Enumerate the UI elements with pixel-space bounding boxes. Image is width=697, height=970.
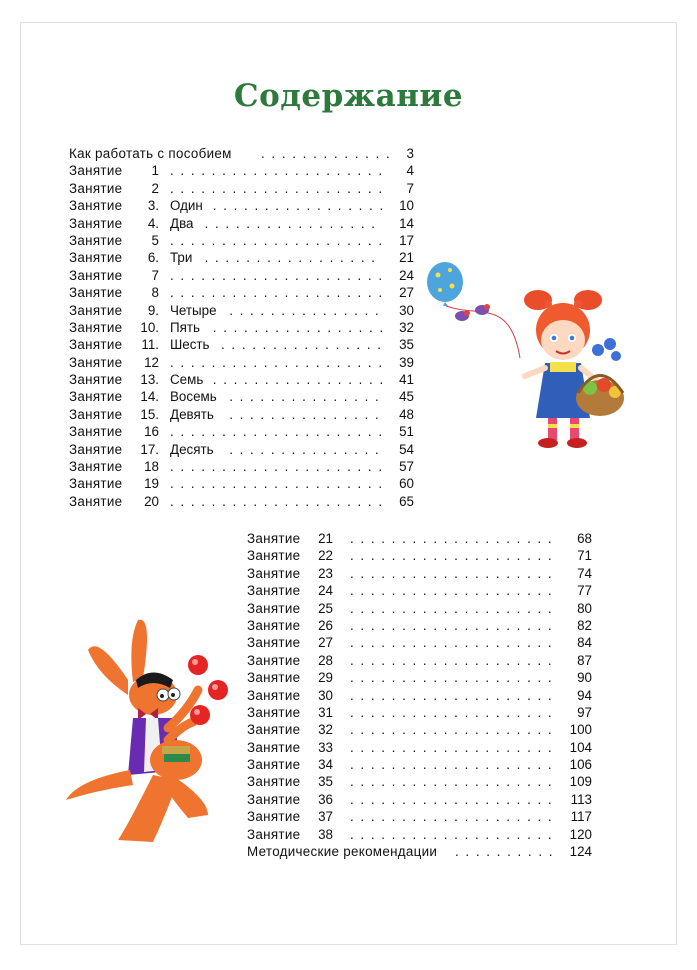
dot-leader: . . . . . . . . . .: [455, 844, 553, 860]
toc-entry[interactable]: [247, 687, 592, 704]
toc-entry-number: 29: [318, 670, 333, 686]
dot-leader: . . . . . . . . . . . . . . . . . . . . .: [170, 476, 383, 492]
toc-entry-page: 30: [399, 302, 414, 318]
toc-entry-number: 13.: [140, 372, 159, 388]
toc-entry-page: 51: [399, 424, 414, 440]
toc-entry-label: Занятие: [69, 424, 123, 440]
dot-leader: . . . . . . . . . . . . . . .: [229, 389, 379, 405]
toc-entry-number: 5: [151, 232, 159, 248]
dot-leader: . . . . . . . . . . . . . . . . . . . . .: [170, 180, 383, 196]
toc-entry-number: 4.: [147, 215, 159, 231]
toc-entry-page: 3: [406, 146, 414, 161]
toc-part-1: [69, 145, 414, 510]
toc-entry[interactable]: [69, 162, 414, 179]
toc-entry-label: Методические рекомендации: [247, 844, 438, 860]
toc-entry-label: Занятие: [69, 250, 123, 266]
toc-part-2: [247, 530, 592, 860]
toc-entry-page: 32: [399, 319, 414, 335]
dot-leader: . . . . . . . . . . . . . . . . .: [212, 372, 384, 388]
toc-entry[interactable]: [69, 493, 414, 510]
toc-entry-page: 14: [399, 215, 414, 231]
toc-entry[interactable]: [69, 232, 414, 249]
dot-leader: . . . . . . . . . . . . . . . . . . . .: [350, 774, 552, 790]
toc-entry-page: 24: [399, 267, 414, 283]
toc-entry-number: 19: [144, 476, 159, 492]
toc-entry-number: 36: [318, 791, 333, 807]
toc-entry-page: 106: [569, 757, 592, 773]
toc-entry-topic: Четыре: [170, 302, 217, 318]
toc-entry[interactable]: [69, 180, 414, 197]
toc-entry[interactable]: [247, 826, 592, 843]
toc-entry-page: 117: [570, 809, 592, 825]
toc-entry-topic: Девять: [170, 406, 214, 422]
toc-entry-page: 100: [569, 722, 592, 738]
toc-entry-number: 1: [151, 163, 159, 179]
toc-entry-label: Занятие: [247, 687, 301, 703]
dot-leader: . . . . . . . . . . . . . . . . . . . . .: [170, 424, 383, 440]
toc-entry[interactable]: [69, 302, 414, 319]
dot-leader: . . . . . . . . . . . . . . . . . . . . .: [170, 232, 383, 248]
dot-leader: . . . . . . . . . . . . . . . . . . . .: [350, 600, 552, 616]
toc-entry-page: 17: [399, 232, 414, 248]
toc-entry-label: Занятие: [69, 285, 123, 301]
toc-entry-label: Занятие: [69, 372, 123, 388]
dot-leader: . . . . . . . . . . . . . . . . . . . .: [350, 670, 552, 686]
toc-entry-page: 113: [570, 791, 592, 807]
dot-leader: . . . . . . . . . . . . . . . . . . . . .: [170, 459, 383, 475]
toc-entry[interactable]: [69, 284, 414, 301]
dot-leader: . . . . . . . . . . . . . . . . . . . .: [350, 548, 552, 564]
toc-entry[interactable]: [247, 565, 592, 582]
toc-entry-number: 8: [151, 285, 159, 301]
toc-entry-number: 37: [318, 809, 333, 825]
toc-entry[interactable]: [247, 721, 592, 738]
toc-entry-label: Занятие: [247, 583, 301, 599]
toc-entry-number: 28: [318, 652, 333, 668]
toc-entry-topic: Три: [170, 250, 193, 266]
toc-entry-label: Занятие: [247, 617, 301, 633]
toc-entry-number: 16: [144, 424, 159, 440]
toc-entry-number: 32: [318, 722, 333, 738]
toc-entry[interactable]: [69, 406, 414, 423]
toc-entry-topic: Восемь: [170, 389, 217, 405]
toc-entry-label: Занятие: [247, 531, 301, 546]
toc-entry-number: 26: [318, 617, 333, 633]
toc-entry-number: 20: [144, 493, 159, 509]
toc-entry-topic: Десять: [170, 441, 214, 457]
toc-entry-label: Занятие: [69, 476, 123, 492]
dot-leader: . . . . . . . . . . . . . . . . .: [212, 198, 384, 214]
dot-leader: . . . . . . . . . . . . . . . . .: [204, 215, 375, 231]
toc-entry-page: 7: [406, 180, 414, 196]
toc-entry-label: Занятие: [247, 809, 301, 825]
toc-entry[interactable]: [247, 791, 592, 808]
toc-entry-label: Как работать с пособием: [69, 146, 232, 161]
toc-entry-page: 104: [569, 739, 592, 755]
toc-entry-label: Занятие: [247, 548, 301, 564]
toc-entry-page: 87: [577, 652, 592, 668]
toc-entry-label: Занятие: [69, 441, 123, 457]
toc-entry-topic: Пять: [170, 319, 200, 335]
toc-entry-label: Занятие: [247, 635, 301, 651]
toc-entry-label: Занятие: [69, 319, 123, 335]
toc-entry-number: 7: [151, 267, 159, 283]
toc-entry-page: 65: [399, 493, 414, 509]
toc-entry[interactable]: [69, 458, 414, 475]
toc-entry-label: Занятие: [69, 198, 123, 214]
dot-leader: . . . . . . . . . . . . . . . . . . . .: [350, 583, 552, 599]
toc-entry-label: Занятие: [69, 180, 123, 196]
dot-leader: . . . . . . . . . . . . . . . . . . . . .: [170, 285, 383, 301]
toc-entry[interactable]: [69, 475, 414, 492]
toc-entry-page: 48: [399, 406, 414, 422]
dot-leader: . . . . . . . . . . . . . . .: [229, 441, 379, 457]
dot-leader: . . . . . . . . . . . . . . . . . . . . .: [170, 163, 383, 179]
page-title: Содержание: [233, 78, 464, 114]
toc-entry-page: 80: [577, 600, 592, 616]
toc-entry-page: 120: [569, 826, 592, 842]
toc-entry-label: Занятие: [69, 302, 123, 318]
toc-entry[interactable]: [69, 354, 414, 371]
toc-entry-topic: Шесть: [170, 337, 210, 353]
toc-entry-number: 25: [318, 600, 333, 616]
toc-entry-page: 10: [399, 198, 414, 214]
toc-entry[interactable]: [247, 547, 592, 564]
toc-entry[interactable]: [69, 215, 414, 232]
toc-entry-topic: Один: [170, 198, 203, 214]
toc-entry[interactable]: [69, 336, 414, 353]
toc-entry-page: 74: [577, 565, 592, 581]
toc-entry-page: 27: [399, 285, 414, 301]
toc-entry-number: 3.: [147, 198, 159, 214]
toc-entry-number: 23: [318, 565, 333, 581]
toc-entry-label: Занятие: [69, 354, 123, 370]
toc-entry[interactable]: [69, 197, 414, 214]
toc-entry-page: 21: [399, 250, 414, 266]
toc-entry-label: Занятие: [69, 337, 123, 353]
toc-entry-label: Занятие: [247, 791, 301, 807]
toc-entry-number: 22: [318, 548, 333, 564]
toc-entry-number: 24: [318, 583, 333, 599]
dot-leader: . . . . . . . . . . . . . . . . . . . .: [350, 809, 552, 825]
dot-leader: . . . . . . . . . . . . . . . .: [221, 337, 381, 353]
toc-entry-topic: Семь: [170, 372, 204, 388]
toc-entry-label: Занятие: [247, 722, 301, 738]
toc-entry[interactable]: [247, 634, 592, 651]
toc-entry-number: 17.: [140, 441, 159, 457]
toc-entry-page: 4: [406, 163, 414, 179]
toc-entry-label: Занятие: [247, 565, 301, 581]
toc-entry-page: 82: [577, 617, 592, 633]
dot-leader: . . . . . . . . . . . . . . . . . . . .: [350, 722, 552, 738]
toc-entry[interactable]: [247, 843, 592, 860]
toc-entry-label: Занятие: [69, 459, 123, 475]
dot-leader: . . . . . . . . . . . . .: [261, 146, 390, 161]
toc-entry-page: 71: [577, 548, 592, 564]
toc-entry[interactable]: [247, 600, 592, 617]
toc-entry-label: Занятие: [247, 652, 301, 668]
toc-entry[interactable]: [69, 371, 414, 388]
toc-entry-number: 21: [318, 531, 333, 546]
toc-entry-number: 35: [318, 774, 333, 790]
toc-entry[interactable]: [247, 808, 592, 825]
toc-entry-page: 39: [399, 354, 414, 370]
toc-entry-number: 31: [318, 704, 333, 720]
toc-entry[interactable]: [69, 388, 414, 405]
toc-entry-page: 54: [399, 441, 414, 457]
toc-entry[interactable]: [247, 652, 592, 669]
toc-entry-number: 18: [144, 459, 159, 475]
dot-leader: . . . . . . . . . . . . . . . . .: [212, 319, 384, 335]
toc-entry[interactable]: [247, 704, 592, 721]
dot-leader: . . . . . . . . . . . . . . .: [229, 406, 379, 422]
toc-entry[interactable]: [69, 319, 414, 336]
toc-entry[interactable]: [247, 617, 592, 634]
toc-entry-label: Занятие: [247, 774, 301, 790]
toc-entry[interactable]: [247, 530, 592, 547]
toc-entry-page: 68: [577, 531, 592, 546]
dot-leader: . . . . . . . . . . . . . . . . . . . . .: [170, 354, 383, 370]
toc-entry-number: 6.: [147, 250, 159, 266]
girl-illustration: [420, 258, 630, 453]
toc-entry[interactable]: [69, 145, 414, 162]
toc-entry-number: 10.: [140, 319, 159, 335]
toc-entry[interactable]: [247, 739, 592, 756]
toc-entry[interactable]: [69, 267, 414, 284]
dot-leader: . . . . . . . . . . . . . . . . . . . .: [350, 739, 552, 755]
toc-entry-number: 33: [318, 739, 333, 755]
toc-entry-topic: Два: [170, 215, 194, 231]
toc-entry-number: 27: [318, 635, 333, 651]
toc-entry-page: 94: [577, 687, 592, 703]
toc-entry[interactable]: [247, 756, 592, 773]
toc-entry-page: 84: [577, 635, 592, 651]
toc-entry-page: 90: [577, 670, 592, 686]
toc-entry-page: 41: [399, 372, 414, 388]
dot-leader: . . . . . . . . . . . . . . . . . . . .: [350, 635, 552, 651]
toc-entry-page: 124: [569, 844, 592, 860]
toc-entry-label: Занятие: [247, 670, 301, 686]
toc-entry-label: Занятие: [69, 267, 123, 283]
toc-entry-number: 2: [151, 180, 159, 196]
toc-entry[interactable]: [69, 249, 414, 266]
toc-entry-label: Занятие: [69, 163, 123, 179]
toc-entry-number: 11.: [141, 337, 159, 353]
toc-entry-label: Занятие: [247, 757, 301, 773]
dot-leader: . . . . . . . . . . . . . . . . . . . .: [350, 687, 552, 703]
dot-leader: . . . . . . . . . . . . . . . . .: [204, 250, 375, 266]
toc-entry[interactable]: [247, 582, 592, 599]
toc-entry-label: Занятие: [247, 739, 301, 755]
dot-leader: . . . . . . . . . . . . . . . . . . . . .: [170, 267, 383, 283]
toc-entry-page: 77: [577, 583, 592, 599]
dot-leader: . . . . . . . . . . . . . . .: [229, 302, 379, 318]
toc-entry-label: Занятие: [69, 215, 123, 231]
dot-leader: . . . . . . . . . . . . . . . . . . . .: [350, 617, 552, 633]
toc-entry-label: Занятие: [247, 600, 301, 616]
toc-entry[interactable]: [69, 423, 414, 440]
toc-entry-label: Занятие: [69, 389, 123, 405]
dot-leader: . . . . . . . . . . . . . . . . . . . . .: [170, 493, 383, 509]
toc-entry-number: 14.: [140, 389, 159, 405]
toc-entry-label: Занятие: [69, 232, 123, 248]
toc-entry-number: 9.: [147, 302, 159, 318]
toc-entry-page: 109: [569, 774, 592, 790]
dot-leader: . . . . . . . . . . . . . . . . . . . .: [350, 565, 552, 581]
toc-entry-label: Занятие: [247, 704, 301, 720]
dot-leader: . . . . . . . . . . . . . . . . . . . .: [350, 826, 552, 842]
toc-entry-page: 45: [399, 389, 414, 405]
toc-entry-number: 30: [318, 687, 333, 703]
toc-entry-number: 12: [144, 354, 159, 370]
toc-entry-page: 57: [399, 459, 414, 475]
toc-entry-page: 35: [399, 337, 414, 353]
dot-leader: . . . . . . . . . . . . . . . . . . . .: [350, 704, 552, 720]
toc-entry-label: Занятие: [69, 406, 123, 422]
dot-leader: . . . . . . . . . . . . . . . . . . . .: [350, 531, 552, 546]
toc-entry-page: 97: [577, 704, 592, 720]
toc-entry-label: Занятие: [247, 826, 301, 842]
toc-entry-page: 60: [399, 476, 414, 492]
toc-entry[interactable]: [247, 669, 592, 686]
toc-entry-label: Занятие: [69, 493, 123, 509]
toc-entry[interactable]: [247, 773, 592, 790]
toc-entry[interactable]: [69, 441, 414, 458]
dot-leader: . . . . . . . . . . . . . . . . . . . .: [350, 791, 552, 807]
kangaroo-illustration: [58, 610, 238, 850]
toc-entry-number: 38: [318, 826, 333, 842]
toc-entry-number: 15.: [140, 406, 159, 422]
dot-leader: . . . . . . . . . . . . . . . . . . . .: [350, 652, 552, 668]
dot-leader: . . . . . . . . . . . . . . . . . . . .: [350, 757, 552, 773]
toc-entry-number: 34: [318, 757, 333, 773]
